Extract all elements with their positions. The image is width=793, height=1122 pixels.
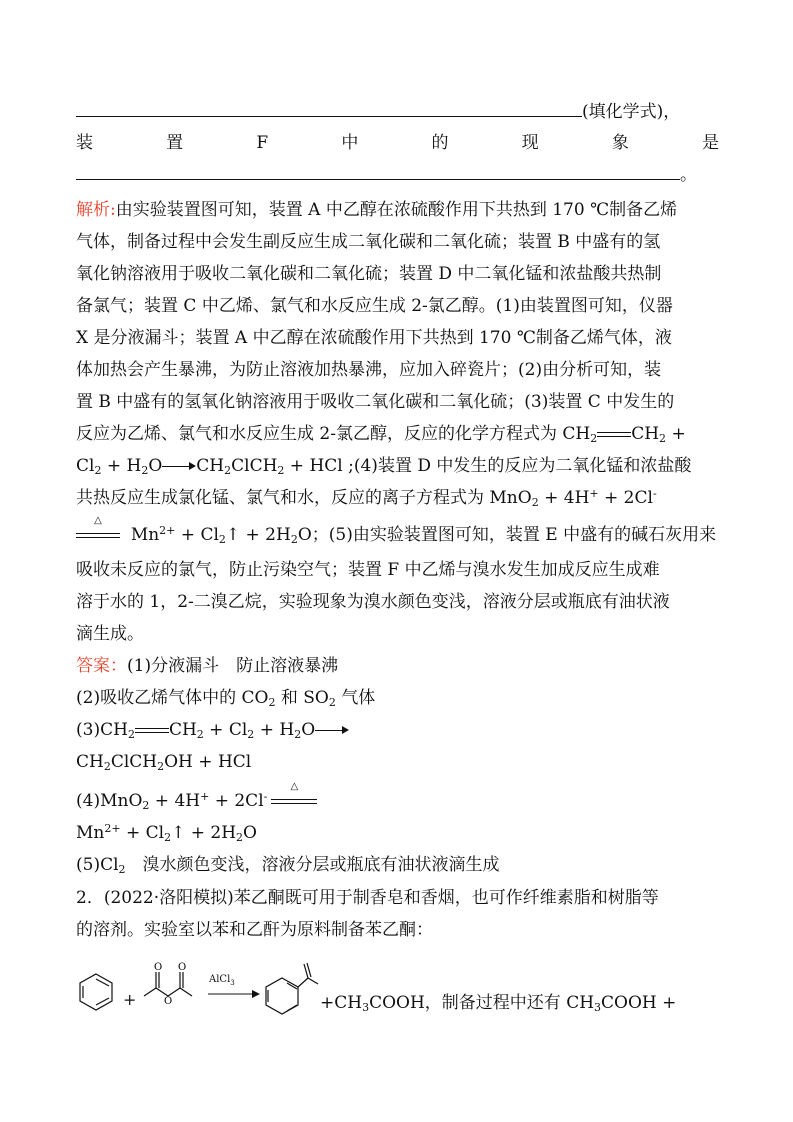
formula: Mn	[76, 823, 105, 843]
formula: Mn	[130, 525, 160, 545]
analysis-text: 共热反应生成氯化锰、氯气和水，反应的离子方程式为 MnO	[76, 488, 532, 508]
heat-icon: △	[290, 781, 299, 792]
heat-double-bond	[76, 515, 120, 550]
formula: + H	[254, 720, 295, 740]
subscript: 2	[142, 799, 150, 812]
end-mark: 。	[680, 165, 697, 185]
formula: O	[301, 720, 316, 740]
formula: O	[297, 525, 312, 545]
superscript: 2+	[104, 822, 121, 835]
subscript: 2	[277, 464, 285, 477]
formula: CH	[76, 752, 104, 772]
acetophenone-structure	[266, 963, 318, 1014]
analysis-line	[76, 291, 719, 321]
text-char: F	[256, 133, 269, 153]
plus-sign: +	[123, 990, 137, 1009]
text-char: 置	[166, 133, 184, 153]
double-bond	[135, 715, 169, 745]
formula: ClCH	[231, 456, 278, 476]
formula: Cl	[76, 456, 95, 476]
answer-line	[76, 850, 719, 880]
reaction-arrow	[162, 451, 196, 481]
subscript: 2	[103, 760, 111, 773]
analysis-text: 由实验装置图可知，装置 A 中乙醇在浓硫酸作用下共热到 170 ℃制备乙烯	[115, 200, 678, 220]
subscript: 3	[594, 1001, 602, 1014]
q2-tail-text	[320, 988, 676, 1013]
subscript: 2	[236, 831, 244, 844]
acetic-anhydride-structure	[144, 972, 192, 996]
subscript: 2	[290, 533, 298, 546]
plus: +	[666, 424, 686, 444]
answer-line	[76, 818, 719, 848]
reaction-arrowhead	[252, 990, 260, 998]
analysis-line	[76, 515, 719, 550]
subscript: 2	[164, 831, 172, 844]
superscript: +	[589, 487, 599, 500]
benzene-structure	[80, 974, 112, 1010]
f-phenomenon-line	[76, 128, 719, 158]
f-phenomenon-blank-line	[76, 160, 719, 190]
analysis-line	[76, 227, 719, 257]
superscript: -	[263, 790, 268, 803]
superscript: -	[652, 487, 657, 500]
catalyst-text: AlCl	[209, 974, 231, 985]
answer-text: (5)Cl	[76, 855, 119, 875]
answer-text: 气体	[335, 688, 376, 708]
subscript: 2	[94, 464, 102, 477]
analysis-label: 解析:	[76, 200, 116, 220]
formula: O	[128, 791, 143, 811]
analysis-line	[76, 387, 719, 417]
formula: ↑ + 2H	[171, 823, 237, 843]
subscript: 2	[141, 464, 149, 477]
reaction-arrow	[315, 715, 349, 745]
formula: CH	[631, 424, 660, 444]
answer-blank[interactable]	[76, 161, 680, 180]
text-char: 象	[611, 133, 629, 153]
subscript: 2	[118, 863, 126, 876]
analysis-text: X 是分液漏斗；装置 A 中乙醇在浓硫酸作用下共热到 170 ℃制备乙烯气体，液	[76, 328, 672, 348]
superscript: 2+	[159, 524, 176, 537]
analysis-text: 滴生成。	[76, 624, 144, 644]
analysis-line	[76, 419, 719, 449]
text-char: 中	[341, 133, 359, 153]
subscript: 2	[294, 728, 302, 741]
formula: + 4H	[149, 791, 201, 811]
analysis-line	[76, 355, 719, 385]
answer-line	[76, 683, 719, 713]
subscript: 3	[362, 1001, 370, 1014]
subscript: 2	[247, 728, 255, 741]
formula: OH + HCl	[164, 752, 252, 772]
subscript: 2	[157, 760, 165, 773]
o-atom-label: O	[154, 962, 163, 973]
subscript: 2	[268, 696, 276, 709]
analysis-text: 气体，制备过程中会发生副反应生成二氧化碳和二氧化硫；装置 B 中盛有的氢	[76, 232, 661, 252]
o-atom-label: O	[164, 996, 173, 1007]
answer-label: 答案：	[76, 656, 127, 676]
analysis-text: 氧化钠溶液用于吸收二氧化碳和二氧化硫；装置 D 中二氧化锰和浓盐酸共热制	[76, 264, 662, 284]
analysis-line	[76, 483, 719, 513]
question-text: 的溶剂。实验室以苯和乙酐为原料制备苯乙酮：	[76, 920, 433, 940]
analysis-text: 溶于水的 1，2-二溴乙烷，实验现象为溴水颜色变浅，溶液分层或瓶底有油状液	[76, 592, 670, 612]
analysis-text: ；(5)由实验装置图可知，装置 E 中盛有的碱石灰用来	[311, 525, 717, 545]
formula: Mn	[100, 791, 129, 811]
answer-line	[76, 747, 719, 777]
formula: + 2Cl	[209, 791, 264, 811]
analysis-text: 备氯气；装置 C 中乙烯、氯气和水反应生成 2-氯乙醇。(1)由装置图可知，仪器	[76, 296, 673, 316]
text-char: 是	[702, 133, 719, 153]
double-bond	[597, 419, 631, 449]
analysis-line	[76, 619, 719, 649]
formula: + 4H	[538, 488, 590, 508]
analysis-text: 体加热会产生暴沸，为防止溶液加热暴沸，应加入碎瓷片；(2)由分析可知，装	[76, 360, 662, 380]
answer-text: (2)吸收乙烯气体中的 CO	[76, 688, 269, 708]
superscript: +	[200, 790, 210, 803]
formula: O	[243, 823, 257, 843]
formula: ↑ + 2H	[225, 525, 291, 545]
analysis-line	[76, 555, 719, 585]
analysis-text: + HCl ;(4)装置 D 中发生的反应为二氧化锰和浓盐酸	[284, 456, 692, 476]
answer-text: 和 SO	[275, 688, 329, 708]
analysis-text: 吸收未反应的氯气，防止污染空气；装置 F 中乙烯与溴水发生加成反应生成难	[76, 560, 660, 580]
subscript: 2	[531, 496, 539, 509]
subscript: 2	[328, 696, 336, 709]
formula: O	[148, 456, 163, 476]
answer-blank[interactable]	[76, 98, 582, 117]
analysis-text: 置 B 中盛有的氢氧化钠溶液用于吸收二氧化碳和二氧化硫；(3)装置 C 中发生的	[76, 392, 675, 412]
text-char: 的	[431, 133, 449, 153]
analysis-line	[76, 587, 719, 617]
formula: + Cl	[175, 525, 219, 545]
heat-icon: △	[94, 515, 102, 526]
subscript: 2	[218, 533, 226, 546]
text-char: 现	[521, 133, 539, 153]
question-text: COOH +	[601, 993, 677, 1013]
fill-formula-line	[76, 97, 719, 127]
formula: +CH	[320, 993, 363, 1013]
formula: + Cl	[120, 823, 165, 843]
answer-text: 溴水颜色变浅，溶液分层或瓶底有油状液滴生成	[125, 855, 500, 875]
question-line	[76, 883, 719, 913]
plus: +	[203, 720, 229, 740]
answer-line: $(3)CH_2$ $CH_2 + Cl_2 + H_2O$	[76, 715, 719, 745]
analysis-line	[76, 451, 719, 481]
formula: + 2Cl	[598, 488, 653, 508]
formula: CH	[168, 720, 197, 740]
subscript: 2	[659, 432, 667, 445]
subscript: 2	[196, 728, 204, 741]
analysis-line	[76, 323, 719, 353]
text-char: 装	[76, 133, 93, 153]
formula: + H	[101, 456, 142, 476]
o-atom-label: O	[178, 962, 187, 973]
analysis-line	[76, 259, 719, 289]
answer-text: (1)分液漏斗 防止溶液暴沸	[127, 656, 339, 676]
question-text: COOH，制备过程中还有 CH	[369, 993, 595, 1013]
formula: CH	[100, 720, 128, 740]
subscript: 3	[230, 979, 235, 987]
question-text: 2．(2022·洛阳模拟)苯乙酮既可用于制香皂和香烟，也可作纤维素脂和树脂等	[76, 888, 659, 908]
question-line	[76, 915, 719, 945]
subscript: 2	[590, 432, 598, 445]
heat-double-bond	[271, 781, 317, 816]
reaction-scheme	[76, 960, 719, 1024]
analysis-text: 反应为乙烯、氯气和水反应生成 2-氯乙醇，反应的化学方程式为 CH	[76, 424, 591, 444]
catalyst-label	[209, 974, 235, 986]
formula: CH	[196, 456, 225, 476]
formula: ClCH	[110, 752, 158, 772]
answer-line: (4)MnO$_2$ + 4H+ + 2Cl- △	[76, 786, 719, 816]
subscript: 2	[224, 464, 232, 477]
answer-line	[76, 651, 719, 681]
formula: Cl	[228, 720, 248, 740]
fill-formula-label: (填化学式)，	[582, 102, 681, 122]
subscript: 2	[127, 728, 135, 741]
analysis-line	[76, 195, 719, 225]
